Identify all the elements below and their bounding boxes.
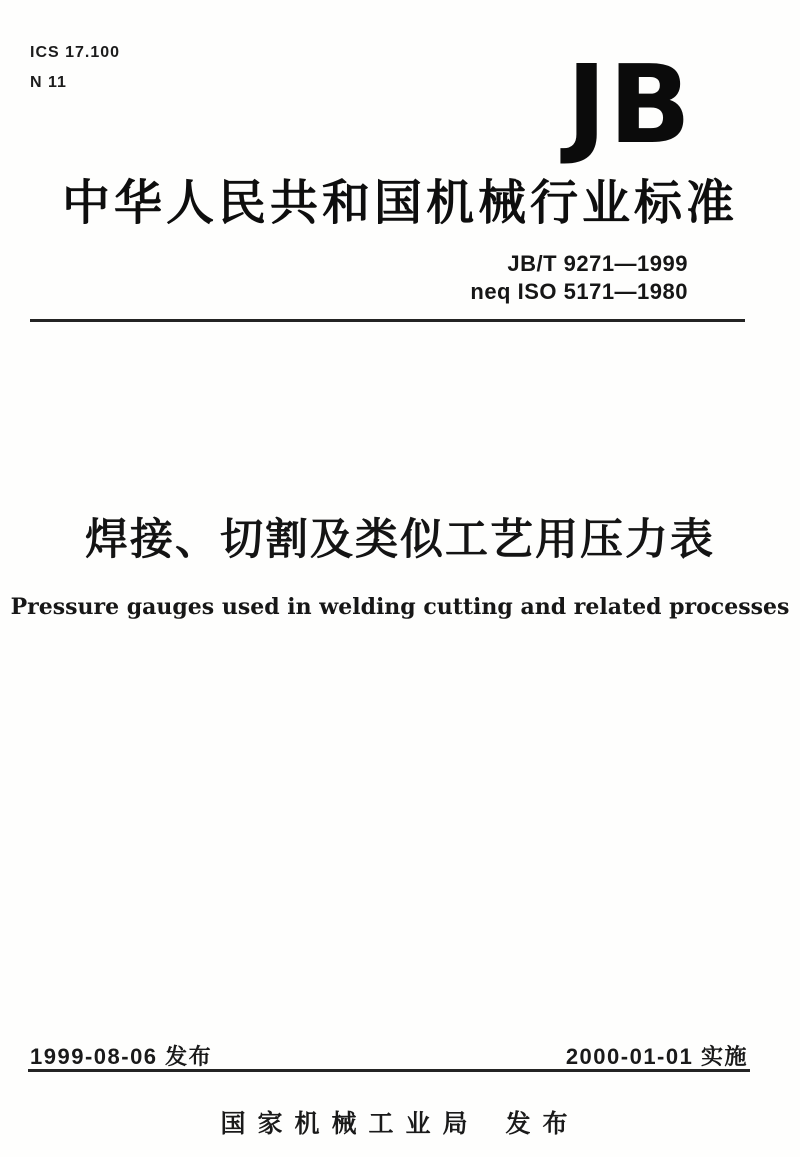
issue-date-label: 发布 (165, 1044, 213, 1069)
standard-number: JB/T 9271—1999 (507, 251, 688, 276)
issue-date (30, 1040, 212, 1071)
standard-heading: 中华人民共和国机械行业标准 (61, 177, 738, 230)
top-divider-rule (30, 319, 745, 322)
ics-code: ICS 17.100 (30, 44, 121, 61)
implementation-date-value: 2000-01-01 (565, 1044, 694, 1069)
iso-equivalence: neq ISO 5171—1980 (470, 279, 688, 304)
issue-date-value: 1999-08-06 (30, 1044, 158, 1069)
standard-number-block (470, 250, 688, 306)
footer-issuer-line (0, 1104, 800, 1140)
issuer-action-label: 发布 (505, 1110, 580, 1138)
implementation-date (566, 1040, 748, 1071)
dates-row (30, 1040, 748, 1071)
issuer-name: 国家机械工业局 (220, 1110, 480, 1138)
bottom-divider-rule (28, 1069, 750, 1072)
jb-standard-logo: JB (566, 43, 693, 168)
document-title-en: Pressure gauges used in welding cutting and related processes (10, 594, 790, 620)
classification-code: N 11 (30, 74, 67, 91)
implementation-date-label: 实施 (700, 1044, 748, 1069)
document-title-zh: 焊接、切割及类似工艺用压力表 (85, 516, 715, 564)
